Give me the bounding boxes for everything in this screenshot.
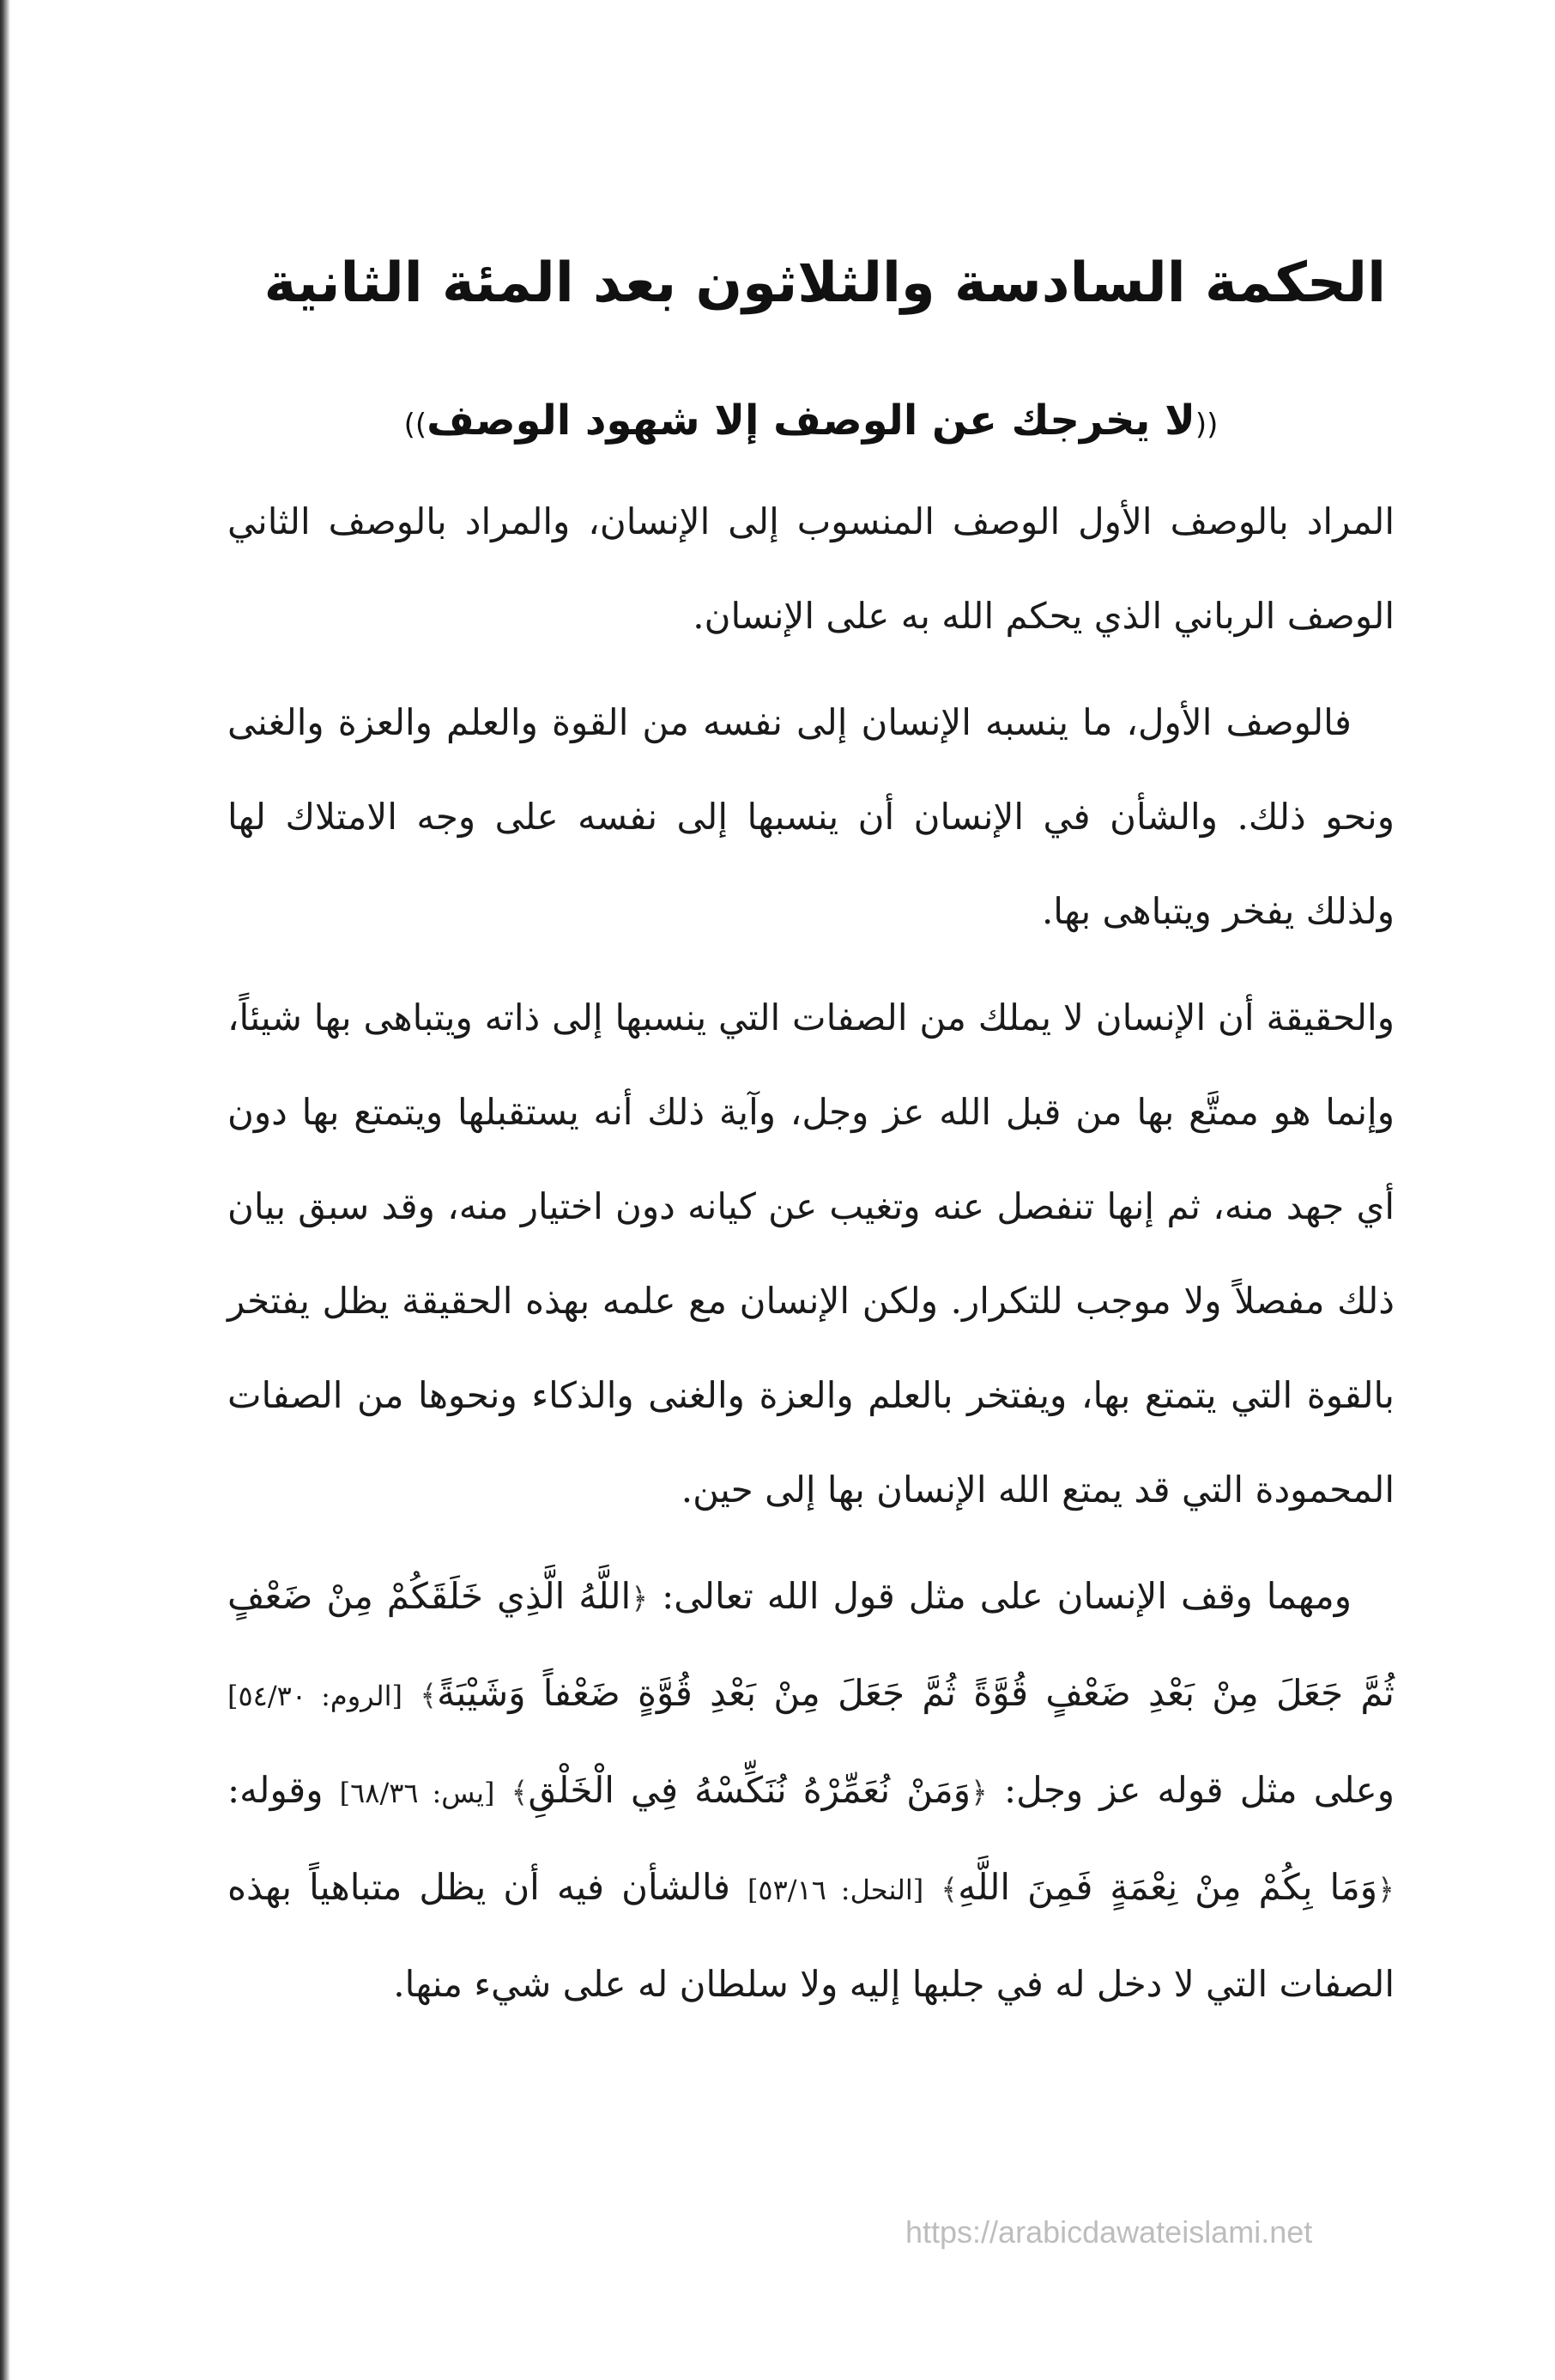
aphorism-close-quote: )): [403, 408, 427, 442]
page-title: الحكمة السادسة والثلاثون بعد المئة الثانية: [263, 251, 1386, 315]
aphorism-heading: [227, 386, 1395, 459]
verse-reference-3: [النحل: ٥٣/١٦]: [747, 1874, 924, 1906]
scan-edge-shadow: [0, 0, 10, 2380]
ornate-bracket-open-icon: ﴿: [1377, 1873, 1395, 1907]
verse-reference-2: [يس: ٦٨/٣٦]: [339, 1777, 495, 1809]
aphorism-open-quote: ((: [1195, 408, 1219, 442]
ornate-bracket-open-icon: ﴿: [631, 1582, 649, 1616]
quran-verse-2: وَمَنْ نُعَمِّرْهُ نُنَكِّسْهُ فِي الْخَلْقِ: [528, 1769, 971, 1811]
link-text-2: وقوله:: [227, 1769, 324, 1811]
quran-verse-1: اللَّهُ الَّذِي خَلَقَكُمْ مِنْ ضَعْفٍ ثُمَّ جَعَلَ مِنْ بَعْدِ ضَعْفٍ قُوَّةً ثُمَّ جَعَلَ مِنْ بَعْدِ قُوَّةٍ ضَعْفاً وَشَيْبَةً: [227, 1575, 1395, 1714]
ornate-bracket-close-icon: ﴾: [941, 1873, 959, 1907]
ornate-bracket-open-icon: ﴿: [971, 1776, 988, 1810]
quran-verse-3: وَمَا بِكُمْ مِنْ نِعْمَةٍ فَمِنَ اللَّهِ: [958, 1866, 1378, 1908]
conclusion-text: فالشأن فيه أن يظل متباهياً بهذه الصفات التي لا دخل له في جلبها إليه ولا سلطان له على شيء منها.: [227, 1866, 1395, 2005]
aphorism-text: لا يخرجك عن الوصف إلا شهود الوصف: [427, 397, 1195, 445]
ornate-bracket-close-icon: ﴾: [511, 1776, 529, 1810]
watermark-url: https://arabicdawateislami.net: [905, 2214, 1313, 2250]
paragraph-3: والحقيقة أن الإنسان لا يملك من الصفات التي ينسبها إلى ذاته ويتباهى بها شيئاً، وإنما هو ممتَّع بها من قبل الله عز وجل، وآية ذلك أنه يستقبلها ويتمتع بها دون أي جهد منه، ثم إنها تنفصل عنه وتغيب عن كيانه دون اختيار منه، وقد سبق بيان ذلك مفصلاً ولا موجب للتكرار. ولكن الإنسان مع علمه بهذه الحقيقة يظل يفتخر بالقوة التي يتمتع بها، ويفتخر بالعلم والعزة والغنى والذكاء ونحوها من الصفات المحمودة التي قد يمتع الله الإنسان بها إلى حين.: [227, 996, 1395, 1511]
book-page: [227, 232, 1395, 2044]
link-text-1: وعلى مثل قوله عز وجل:: [1003, 1769, 1395, 1811]
paragraph-1: المراد بالوصف الأول الوصف المنسوب إلى الإنسان، والمراد بالوصف الثاني الوصف الرباني الذي يحكم الله به على الإنسان.: [227, 500, 1395, 637]
paragraph-2: فالوصف الأول، ما ينسبه الإنسان إلى نفسه من القوة والعلم والعزة والغنى ونحو ذلك. والشأن في الإنسان أن ينسبها إلى نفسه على وجه الامتلاك لها ولذلك يفخر ويتباهى بها.: [227, 701, 1395, 932]
intro-text: ومهما وقف الإنسان على مثل قول الله تعالى:: [662, 1575, 1352, 1617]
paragraph-4: [227, 1549, 1395, 2032]
verse-reference-1: [الروم: ٥٤/٣٠]: [227, 1680, 402, 1712]
ornate-bracket-close-icon: ﴾: [420, 1679, 438, 1713]
